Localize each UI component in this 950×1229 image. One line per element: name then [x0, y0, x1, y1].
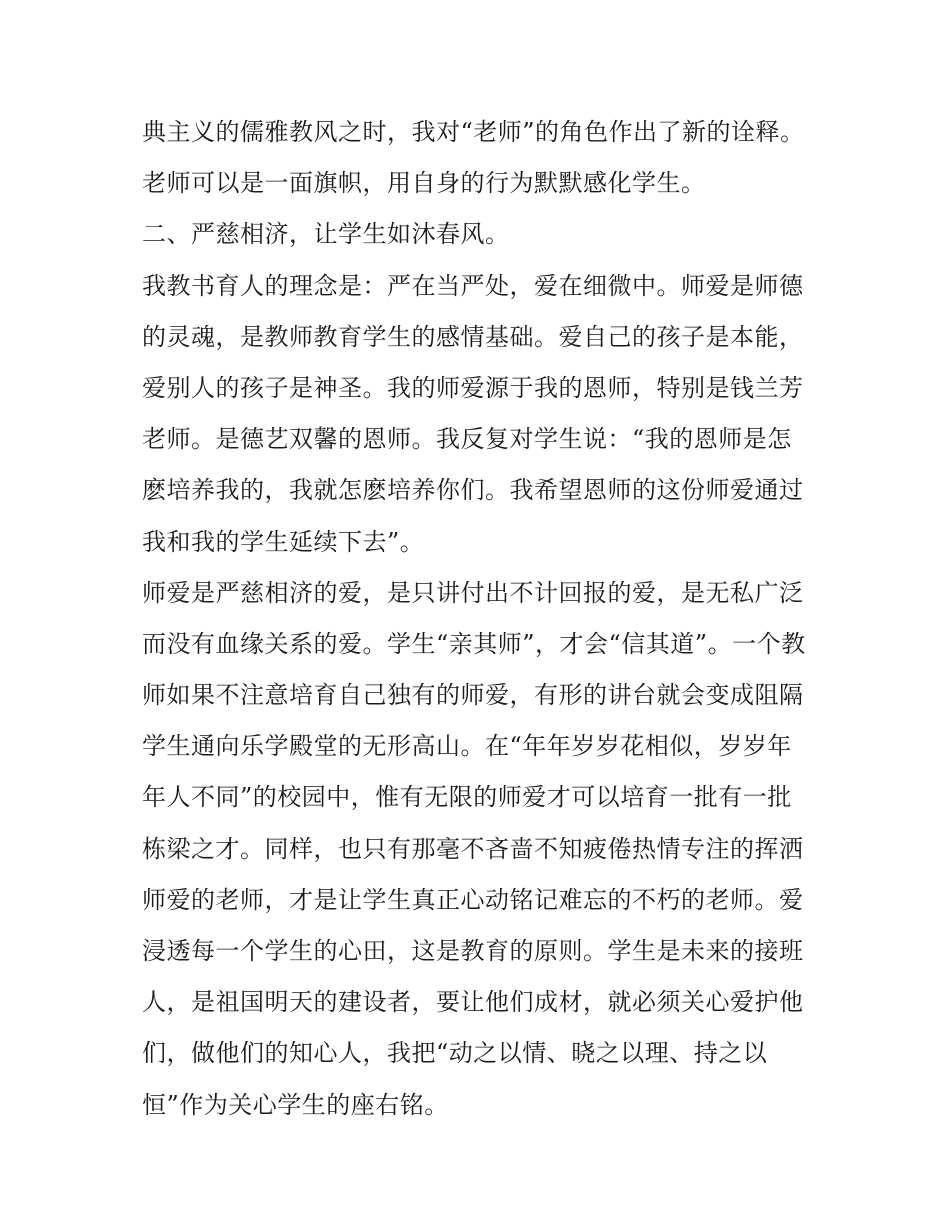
text-line: 师爱的老师，才是让学生真正心动铭记难忘的不朽的老师。爱 [142, 885, 804, 914]
text-line: 浸透每一个学生的心田，这是教育的原则。学生是未来的接班 [142, 937, 804, 965]
text-line: 人，是祖国明天的建设者，要让他们成材，就必须关心爱护他 [142, 988, 804, 1017]
text-line: 学生通向乐学殿堂的无形高山。在“年年岁岁花相似，岁岁年 [142, 732, 792, 761]
text-line: 师如果不注意培育自己独有的师爱，有形的讲台就会变成阻隔 [142, 681, 804, 710]
section-heading: 二、严慈相济，让学生如沐春风。 [142, 220, 510, 249]
text-line: 我教书育人的理念是：严在当严处，爱在细微中。师爱是师德 [142, 271, 804, 300]
text-line: 典主义的儒雅教风之时，我对“老师”的角色作出了新的诠释。 [142, 118, 805, 146]
text-line: 我和我的学生延续下去”。 [142, 527, 425, 556]
text-line: 年人不同”的校园中，惟有无限的师爱才可以培育一批有一批 [142, 783, 792, 812]
text-line: 麽培养我的，我就怎麽培养你们。我希望恩师的这份师爱通过 [142, 476, 804, 505]
text-line: 的灵魂，是教师教育学生的感情基础。爱自己的孩子是本能， [142, 322, 804, 351]
text-line: 老师可以是一面旗帜，用自身的行为默默感化学生。 [142, 169, 706, 198]
text-line: 栋梁之才。同样，也只有那毫不吝啬不知疲倦热情专注的挥洒 [142, 834, 804, 863]
text-line: 爱别人的孩子是神圣。我的师爱源于我的恩师，特别是钱兰芳 [142, 373, 804, 402]
text-line: 恒”作为关心学生的座右铭。 [142, 1090, 449, 1119]
text-line: 们，做他们的知心人，我把“动之以情、晓之以理、持之以 [142, 1039, 768, 1068]
text-line: 老师。是德艺双馨的恩师。我反复对学生说：“我的恩师是怎 [142, 425, 792, 454]
body-text [142, 107, 822, 1131]
text-line: 师爱是严慈相济的爱，是只讲付出不计回报的爱，是无私广泛 [142, 578, 804, 607]
text-line: 而没有血缘关系的爱。学生“亲其师”，才会“信其道”。一个教 [142, 629, 806, 658]
